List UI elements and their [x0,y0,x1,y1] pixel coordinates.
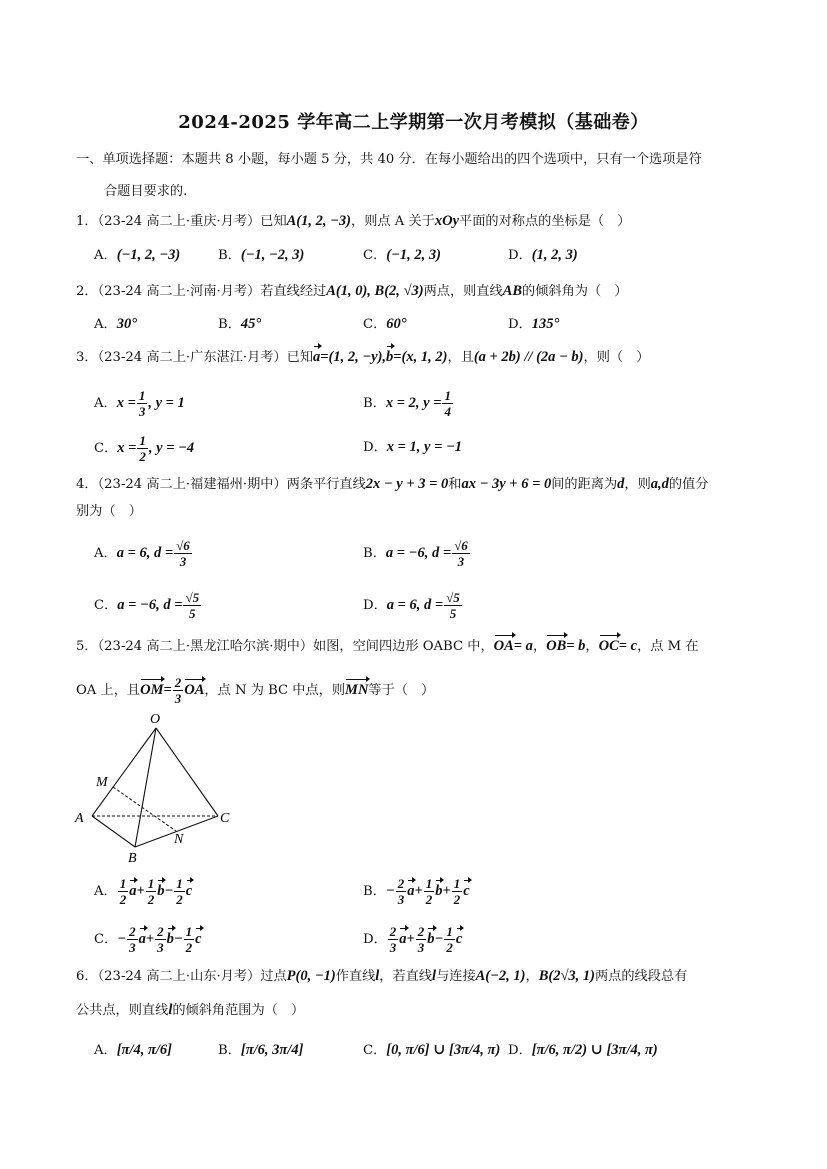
q5-option-b[interactable]: B．− $\frac{2}{3}$ a+ $\frac{1}{2}$ b+ $\frac{1}{2}$ c [363,876,470,907]
edge-oa [92,728,156,816]
question-6-cont: 公共点，则直线l的倾斜角范围为（ ） [76,1002,305,1018]
question-3: 3．（23-24 高二上·广东湛江·月考）已知a=(1, 2, −y),b=(x, 1, 2)，且(a + 2b) // (2a − b)，则（ ） [76,349,650,365]
q4-option-b[interactable]: B．a = −6, d = $\frac{√6}{3}$ [363,538,468,569]
question-2: 2．（23-24 高二上·河南·月考）若直线经过A(1, 0), B(2, √3)两点，则直线AB的倾斜角为（ ） [76,283,628,299]
section-heading: 一、单项选择题：本题共 8 小题，每小题 5 分，共 40 分．在每小题给出的四个选项中，只有一个选项是符 [76,152,702,167]
q2-option-b[interactable]: B．45° [218,316,262,332]
edge-ob [135,728,156,847]
label-o: O [150,712,161,727]
q3-option-a[interactable]: A．x = $\frac{1}{3}$ , y = 1 [94,388,185,419]
q5-option-d[interactable]: D． $\frac{2}{3}$ a+ $\frac{2}{3}$ b− $\frac{1}{2}$ c [363,924,463,955]
q3-option-c[interactable]: C．x = $\frac{1}{2}$ , y = −4 [94,433,195,464]
q6-option-d[interactable]: D．[π/6, π/2) ∪ [3π/4, π) [508,1042,658,1058]
q2-points: A(1, 0), B(2, √3) [326,283,424,299]
question-1 [76,211,630,232]
q2-option-c[interactable]: C．60° [363,316,407,332]
q1-suffix: 平面的对称点的坐标是（ ） [459,214,631,229]
label-b: B [128,851,137,865]
q2-option-d[interactable]: D．135° [508,316,560,332]
q4-option-d[interactable]: D．a = 6, d = $\frac{√5}{5}$ [363,590,460,621]
label-n: N [174,832,184,847]
q6-option-c[interactable]: C．[0, π/6] ∪ [3π/4, π) [363,1042,501,1058]
q1-option-a[interactable]: A．(−1, 2, −3) [94,247,181,263]
q5-option-c[interactable]: C．− $\frac{2}{3}$ a+ $\frac{2}{3}$ b− $\frac{1}{2}$ c [94,924,202,955]
label-m: M [96,775,108,790]
q1-plane: xOy [434,213,460,229]
section-heading-cont: 合题目要求的. [104,184,188,199]
page-title: 2024-2025 学年高二上学期第一次月考模拟（基础卷） [178,112,649,133]
label-c: C [220,811,230,826]
edge-oc [156,728,218,816]
q6-option-a[interactable]: A．[π/4, π/6] [94,1042,173,1058]
edge-ab [92,816,135,847]
q3-option-d[interactable]: D．x = 1, y = −1 [363,439,463,455]
label-a: A [75,811,84,826]
question-5-cont: OA 上，且OM= $\frac{2}{3}$ OA，点 N 为 BC 中点，则MN等于（ ） [76,675,435,706]
question-4: 4．（23-24 高二上·福建福州·期中）两条平行直线2x − y + 3 = 0和ax − 3y + 6 = 0间的距离为d，则a,d的值分 [76,476,709,492]
q5-option-a[interactable]: A． $\frac{1}{2}$ a+ $\frac{1}{2}$ b− $\frac{1}{2}$ c [94,876,193,907]
q1-mid: ，则点 A 关于 [351,214,435,229]
q1-point: A(1, 2, −3) [286,213,352,229]
question-5: 5．（23-24 高二上·黑龙江哈尔滨·期中）如图，空间四边形 OABC 中，OA= a，OB= b，OC= c，点 M 在 [76,638,699,654]
q3-relation: (a + 2b) // (2a − b) [473,349,584,365]
q1-option-d[interactable]: D．(1, 2, 3) [508,247,578,263]
q2-option-a[interactable]: A．30° [94,316,138,332]
q1-option-c[interactable]: C．(−1, 2, 3) [363,247,441,263]
question-6: 6．（23-24 高二上·山东·月考）过点P(0, −1)作直线l，若直线l与连接A(−2, 1)，B(2√3, 1)两点的线段总有 [76,968,688,984]
q4-option-c[interactable]: C．a = −6, d = $\frac{√5}{5}$ [94,590,200,621]
q3-option-b[interactable]: B．x = 2, y = $\frac{1}{4}$ [363,388,451,419]
q1-prefix: 1．（23-24 高二上·重庆·月考）已知 [76,214,287,229]
question-4-cont: 别为（ ） [76,504,142,519]
q1-option-b[interactable]: B．(−1, −2, 3) [218,247,305,263]
q4-option-a[interactable]: A．a = 6, d = $\frac{√6}{3}$ [94,538,190,569]
q6-option-b[interactable]: B．[π/6, 3π/4] [218,1042,304,1058]
tetrahedron-figure [70,710,240,865]
